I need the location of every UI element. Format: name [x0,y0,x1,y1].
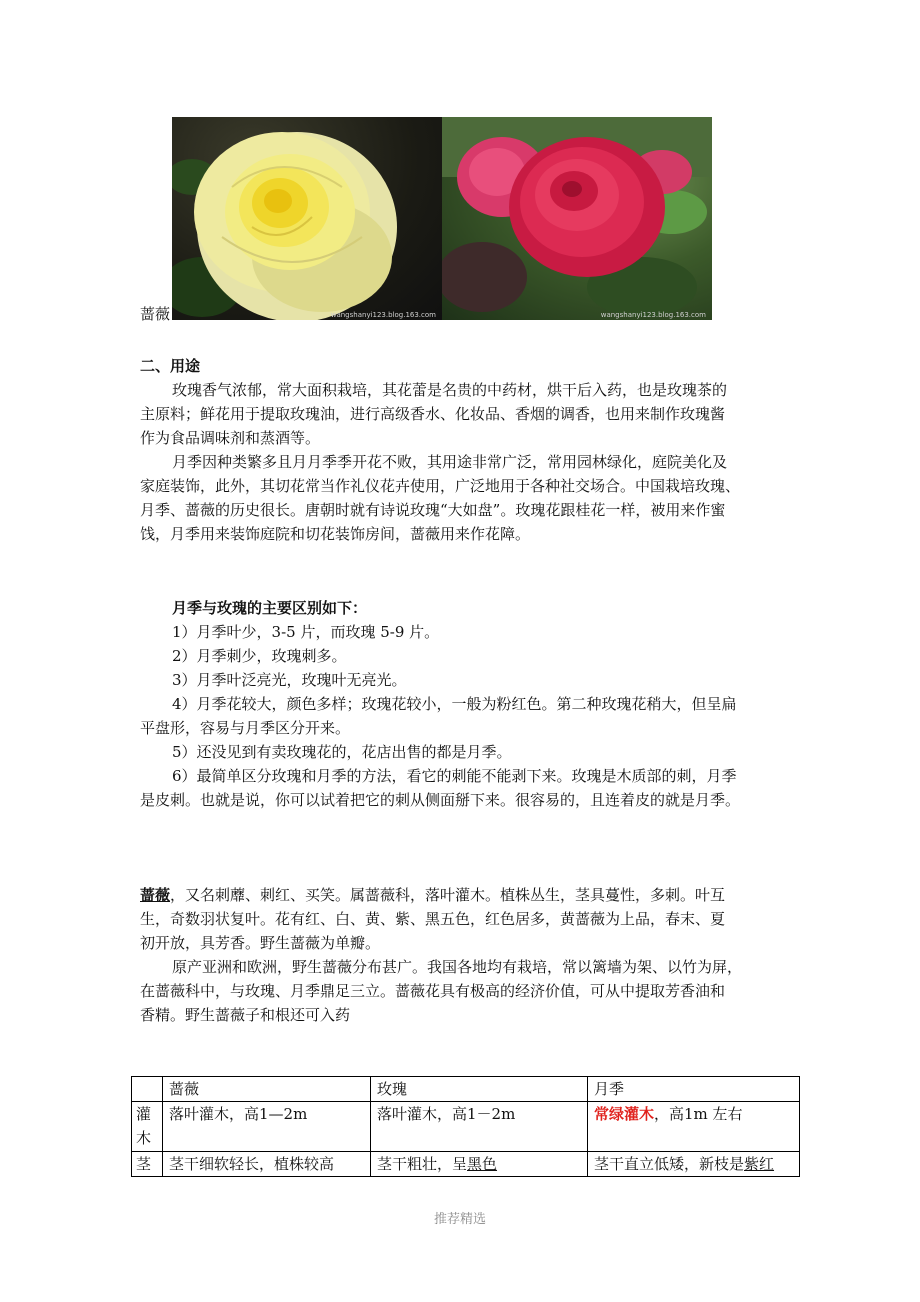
cell-text: ，高1m 左右 [654,1105,743,1123]
cell-text: 茎干直立低矮，新枝是 [594,1155,745,1173]
table-header-row [132,1077,800,1102]
table-row [132,1152,800,1177]
table-row [132,1102,800,1152]
uses-p1-line2: 主原料；鲜花用于提取玫瑰油，进行高级香水、化妆品、香烟的调香，也用来制作玫瑰酱 [140,405,726,423]
diff-item-6-line1: 6）最简单区分玫瑰和月季的方法，看它的刺能不能剥下来。玫瑰是木质部的刺，月季 [172,767,737,785]
origin-line3: 香精。野生蔷薇子和根还可入药 [140,1006,351,1024]
uses-p2-line1: 月季因种类繁多且月月季季开花不败，其用途非常广泛，常用园林绿化，庭院美化及 [172,453,728,471]
comparison-table [131,1076,800,1177]
origin-line1: 原产亚洲和欧洲，野生蔷薇分布甚广。我国各地均有栽培，常以篱墙为架、以竹为屏， [172,958,743,976]
uses-p1-line1: 玫瑰香气浓郁，常大面积栽培，其花蕾是名贵的中药材，烘干后入药，也是玫瑰茶的 [172,381,728,399]
table-header-cell [132,1077,163,1102]
red-rose-image [442,117,712,320]
table-cell: 落叶灌木，高1—2m [163,1102,371,1152]
uses-p2-line3: 月季、蔷薇的历史很长。唐朝时就有诗说玫瑰“大如盘”。玫瑰花跟桂花一样，被用来作蜜 [140,501,726,519]
uses-p1-line3: 作为食品调味剂和蒸酒等。 [140,429,321,447]
row-label: 灌木 [132,1102,163,1152]
photo-watermark: wangshanyi123.blog.163.com [600,311,706,319]
yellow-rose-photo [172,117,442,320]
uses-heading: 二、用途 [140,357,201,375]
page-footer: 推荐精选 [433,1212,486,1227]
table-cell: 落叶灌木，高1－2m [371,1102,588,1152]
table-cell: 茎干细软轻长，植株较高 [163,1152,371,1177]
uses-p2-line4: 饯，月季用来装饰庭院和切花装饰房间，蔷薇用来作花障。 [140,525,531,543]
rosa-line2: 生，奇数羽状复叶。花有红、白、黄、紫、黑五色，红色居多，黄蔷薇为上品，春末、夏 [140,910,726,928]
origin-line2: 在蔷薇科中，与玫瑰、月季鼎足三立。蔷薇花具有极高的经济价值，可从中提取芳香油和 [140,982,726,1000]
photo-watermark: wangshanyi123.blog.163.com [330,311,436,319]
rosa-line1 [140,883,725,907]
row-label: 茎 [132,1152,163,1177]
diff-item-4-line1: 4）月季花较大，颜色多样；玫瑰花较小，一般为粉红色。第二种玫瑰花稍大，但呈扁 [172,695,737,713]
diff-item-5: 5）还没见到有卖玫瑰花的，花店出售的都是月季。 [172,743,512,761]
table-header-cell: 月季 [588,1077,800,1102]
uses-p2-line2: 家庭装饰，此外，其切花常当作礼仪花卉使用，广泛地用于各种社交场合。中国栽培玫瑰、 [140,477,741,495]
diff-heading: 月季与玫瑰的主要区别如下： [172,599,368,617]
diff-item-4-line2: 平盘形，容易与月季区分开来。 [140,719,351,737]
diff-item-3: 3）月季叶泛亮光，玫瑰叶无亮光。 [172,671,407,689]
rosa-term: 蔷薇 [140,886,171,904]
photo-label: 蔷薇 [140,305,171,323]
diff-item-6-line2: 是皮刺。也就是说，你可以试着把它的刺从侧面掰下来。很容易的，且连着皮的就是月季。 [140,791,741,809]
diff-item-1: 1）月季叶少，3-5 片，而玫瑰 5-9 片。 [172,623,440,641]
table-cell [588,1152,800,1177]
table-cell [371,1152,588,1177]
underlined-text: 紫红 [744,1155,775,1173]
cell-text: 茎干粗壮，呈 [377,1155,468,1173]
rosa-line3: 初开放，具芳香。野生蔷薇为单瓣。 [140,934,381,952]
underlined-text: 黑色 [467,1155,498,1173]
table-header-cell: 玫瑰 [371,1077,588,1102]
yellow-rose-image [172,117,442,320]
table-header-cell: 蔷薇 [163,1077,371,1102]
rosa-line1-text: ，又名刺蘼、刺红、买笑。属蔷薇科，落叶灌木。植株丛生，茎具蔓性，多刺。叶互 [170,886,726,904]
diff-item-2: 2）月季刺少，玫瑰刺多。 [172,647,347,665]
table-cell [588,1102,800,1152]
highlight-text: 常绿灌木 [594,1105,655,1123]
red-rose-photo [442,117,712,320]
